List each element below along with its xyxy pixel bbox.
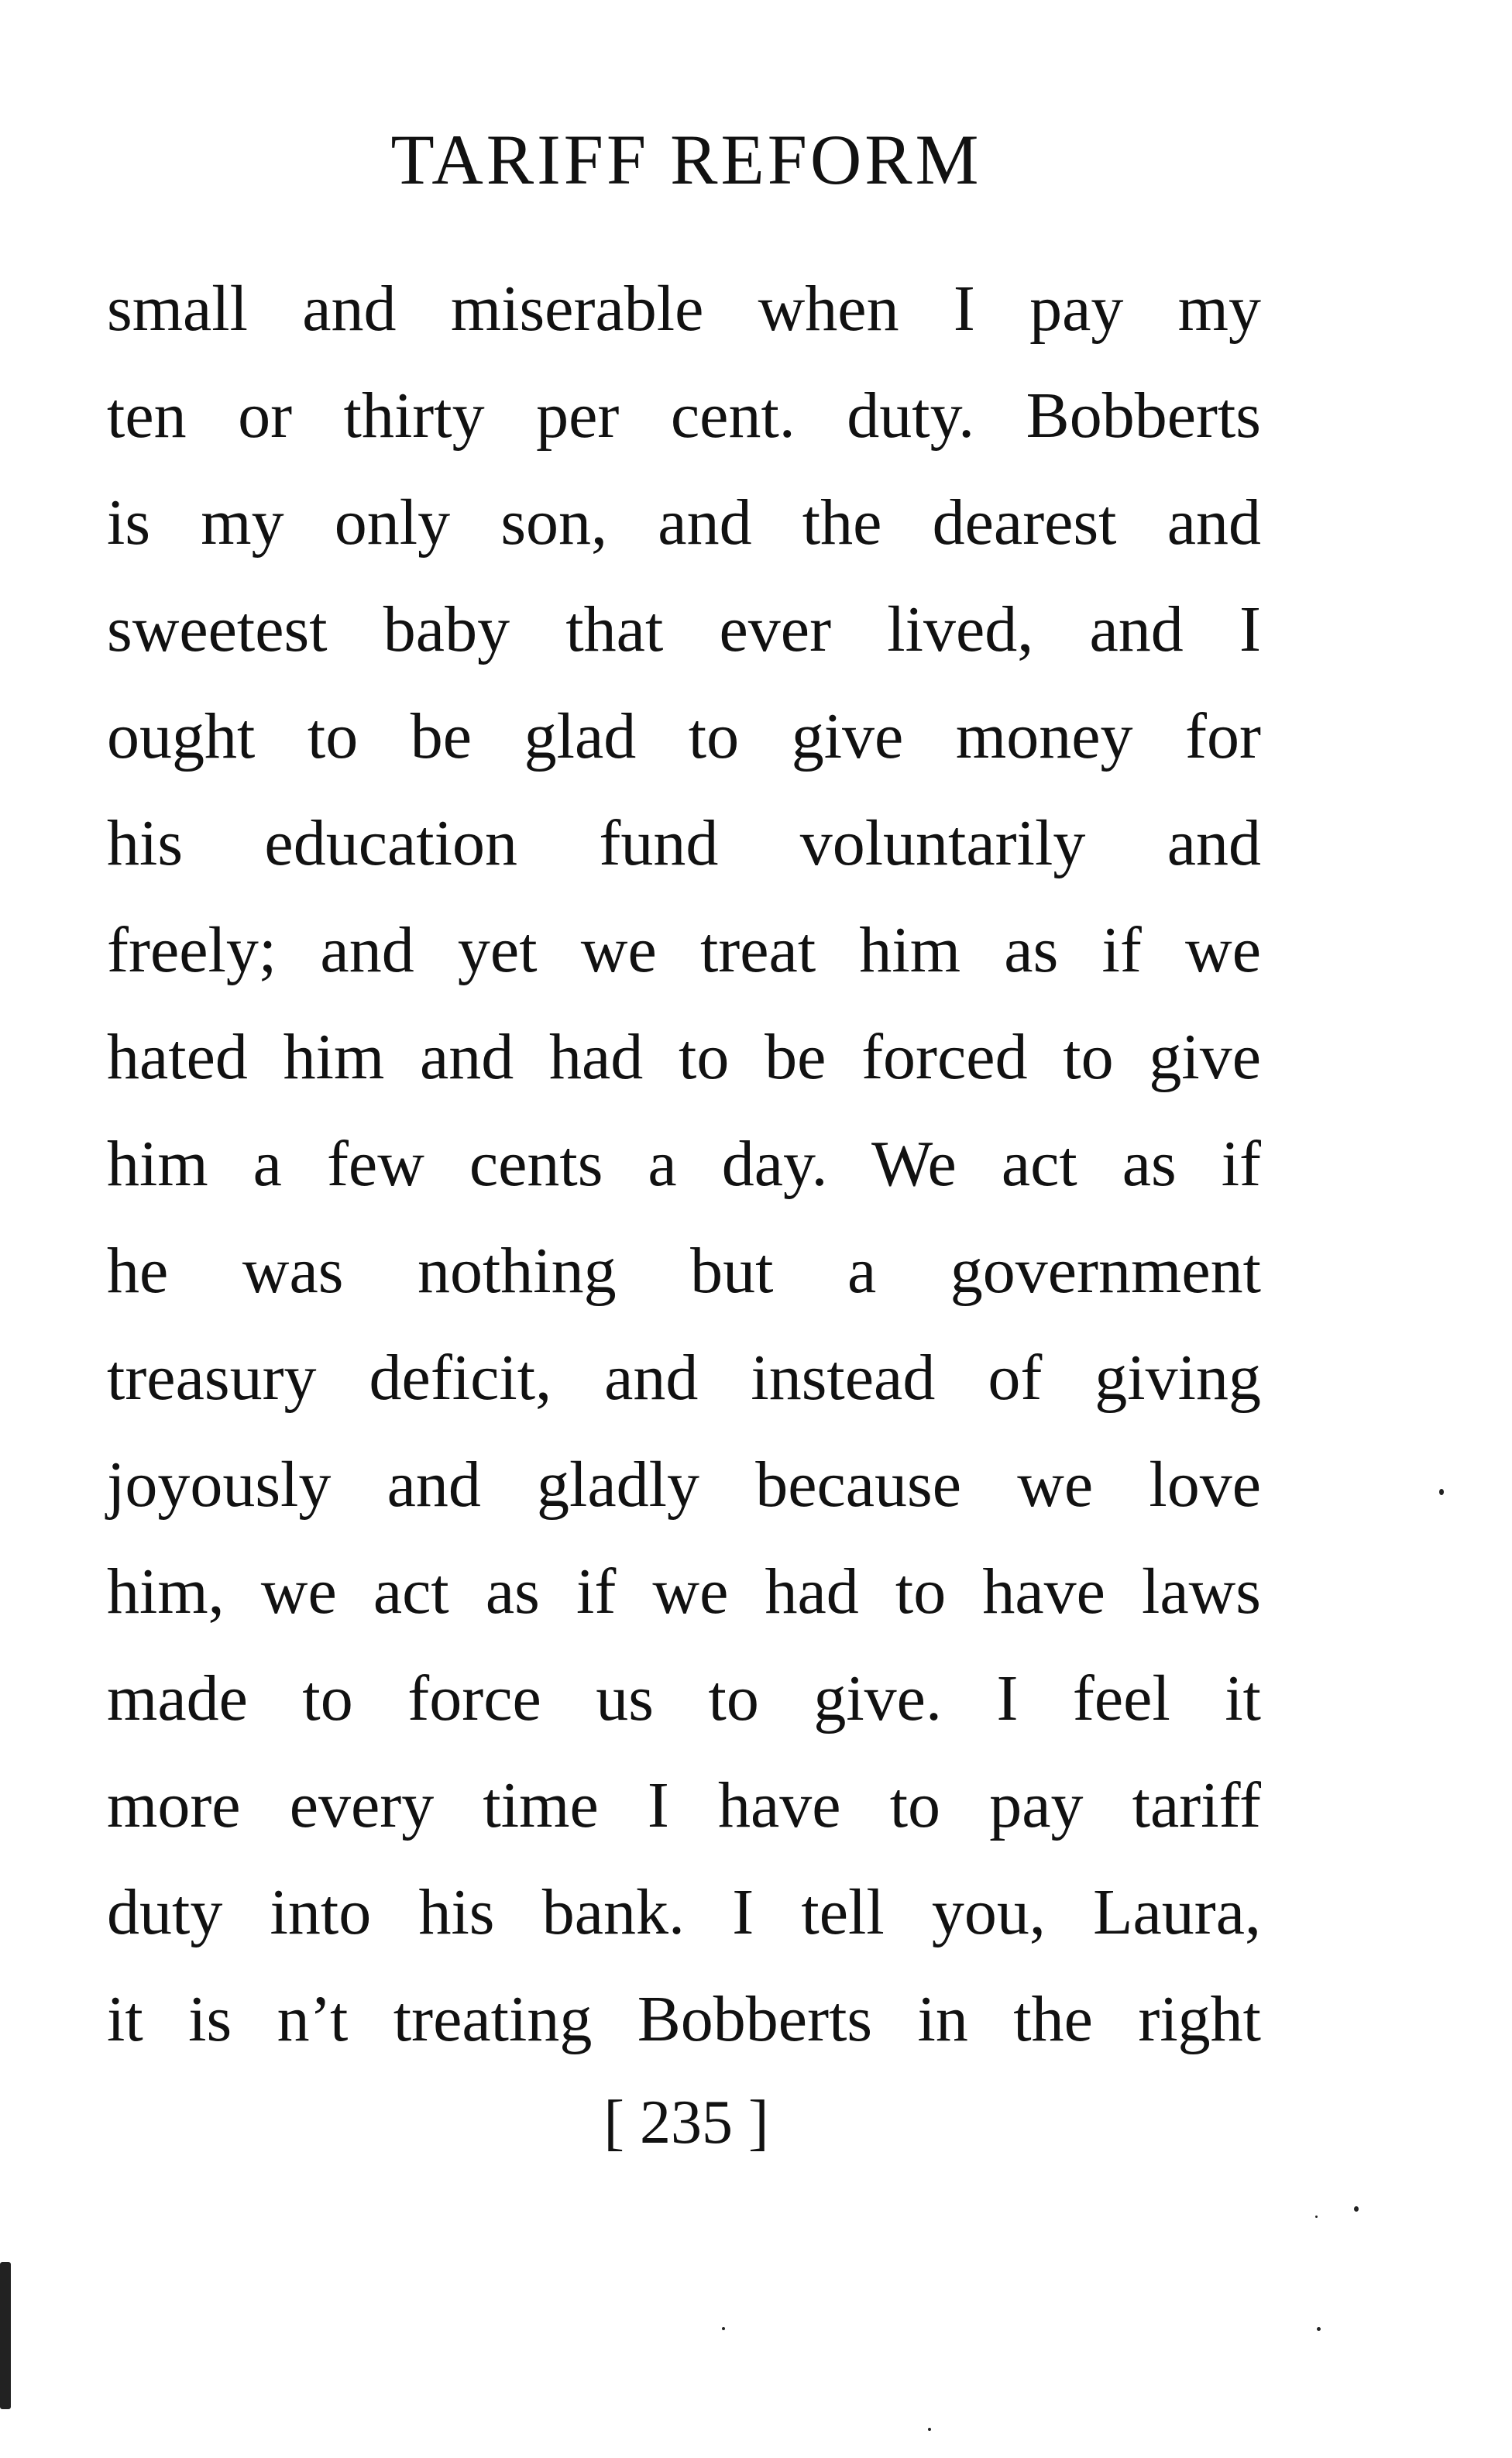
text-line: his education fund voluntarily and [107,807,1261,879]
text-line: it is n’t treating Bobberts in the right [107,1983,1261,2055]
text-line: hated him and had to be forced to give [107,1021,1261,1093]
scan-speck [1315,2216,1318,2218]
text-line: joyously and gladly because we love [107,1449,1261,1521]
text-line: treasury deficit, and instead of giving [107,1342,1261,1414]
text-line: sweetest baby that ever lived, and I [107,593,1261,665]
text-line: ten or thirty per cent. duty. Bobberts [107,380,1261,452]
text-line: he was nothing but a government [107,1235,1261,1307]
scan-speck [1354,2206,1359,2212]
text-line: more every time I have to pay tariff [107,1769,1261,1841]
text-line: small and miserable when I pay my [107,273,1261,345]
scan-edge-mark [0,2262,11,2409]
text-line: freely; and yet we treat him as if we [107,914,1261,986]
scan-speck [1317,2327,1321,2331]
scan-speck [722,2327,725,2330]
body-text [107,256,1261,2073]
running-head: TARIFF REFORM [390,120,982,199]
text-line: made to force us to give. I feel it [107,1662,1261,1734]
scan-speck [928,2428,931,2431]
text-line: duty into his bank. I tell you, Laura, [107,1876,1261,1948]
page-number: [ 235 ] [603,2088,769,2157]
text-line: him a few cents a day. We act as if [107,1128,1261,1200]
scan-speck [1439,1489,1444,1495]
text-line: ought to be glad to give money for [107,700,1261,772]
text-line: him, we act as if we had to have laws [107,1556,1261,1628]
text-line: is my only son, and the dearest and [107,486,1261,559]
